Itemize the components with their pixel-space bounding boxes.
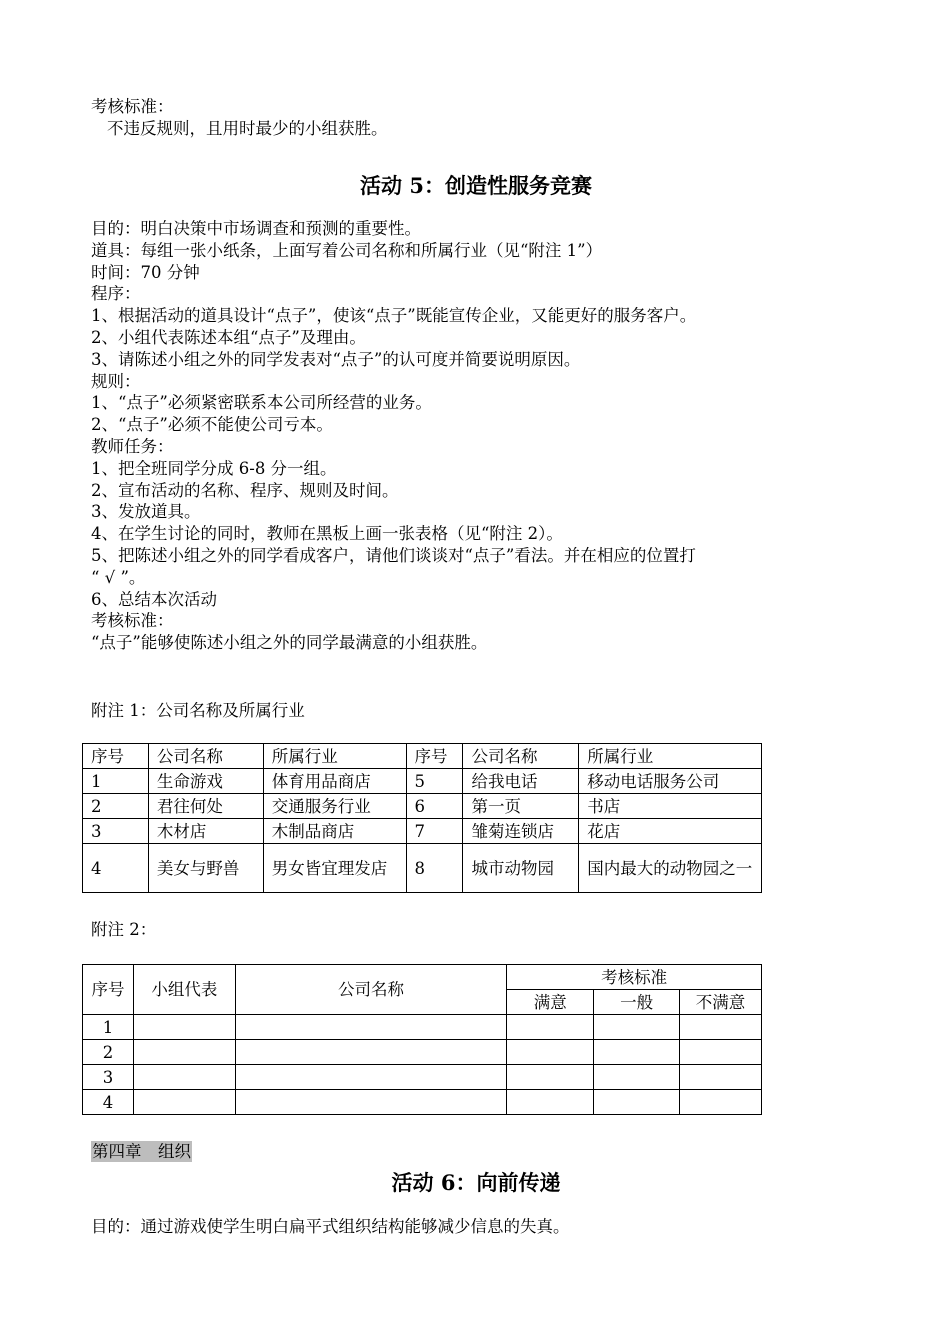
procedure-step: 3、请陈述小组之外的同学发表对“点子”的认可度并简要说明原因。 xyxy=(91,349,581,369)
table-cell: 男女皆宜理发店 xyxy=(263,844,406,893)
table-header-row xyxy=(83,744,762,769)
table-cell: 1 xyxy=(83,1015,134,1040)
table-cell xyxy=(133,1065,235,1090)
header-cell: 所属行业 xyxy=(579,744,762,769)
header-cell-unsatisfied: 不满意 xyxy=(680,990,762,1015)
table-cell xyxy=(133,1015,235,1040)
table-cell: 3 xyxy=(83,819,149,844)
table-cell xyxy=(133,1040,235,1065)
table-cell: 4 xyxy=(83,844,149,893)
header-cell: 公司名称 xyxy=(148,744,263,769)
assess-label: 考核标准： xyxy=(91,611,174,631)
table-cell: 花店 xyxy=(579,819,762,844)
table-cell xyxy=(507,1040,594,1065)
table-cell: 木制品商店 xyxy=(263,819,406,844)
table-cell xyxy=(235,1040,507,1065)
table-cell: 8 xyxy=(406,844,463,893)
table-cell: 国内最大的动物园之一 xyxy=(579,844,762,893)
table-cell xyxy=(507,1065,594,1090)
table-cell: 君往何处 xyxy=(148,794,263,819)
activity5-body xyxy=(91,218,696,654)
table-cell: 美女与野兽 xyxy=(148,844,263,893)
table-row xyxy=(83,819,762,844)
table-cell xyxy=(235,1090,507,1115)
table-cell xyxy=(594,1040,680,1065)
assessment-label: 考核标准： xyxy=(91,97,174,116)
activity6-title: 活动 6：向前传递 xyxy=(391,1170,561,1195)
table-header-row xyxy=(83,965,762,990)
table-cell: 4 xyxy=(83,1090,134,1115)
teacher-task: 3、发放道具。 xyxy=(91,502,201,522)
teacher-task: 1、把全班同学分成 6-8 分一组。 xyxy=(91,458,337,478)
header-cell: 所属行业 xyxy=(263,744,406,769)
header-cell-average: 一般 xyxy=(594,990,680,1015)
assess-text: “点子”能够使陈述小组之外的同学最满意的小组获胜。 xyxy=(91,633,488,653)
table-cell: 3 xyxy=(83,1065,134,1090)
table-row xyxy=(83,844,762,893)
table-cell: 交通服务行业 xyxy=(263,794,406,819)
table-cell xyxy=(507,1015,594,1040)
header-cell-criteria: 考核标准 xyxy=(507,965,762,990)
table-cell: 5 xyxy=(406,769,463,794)
table-row xyxy=(83,794,762,819)
table-row xyxy=(83,1090,762,1115)
company-table xyxy=(82,743,762,893)
header-cell-rep: 小组代表 xyxy=(133,965,235,1015)
header-cell: 序号 xyxy=(83,744,149,769)
purpose: 目的：明白决策中市场调查和预测的重要性。 xyxy=(91,219,421,238)
table-row xyxy=(83,1065,762,1090)
time: 时间：70 分钟 xyxy=(91,262,200,282)
rules-label: 规则： xyxy=(91,371,141,391)
procedure-label: 程序： xyxy=(91,284,141,304)
table-cell xyxy=(507,1090,594,1115)
previous-assessment xyxy=(91,96,388,140)
rule-item: 1、“点子”必须紧密联系本公司所经营的业务。 xyxy=(91,393,432,413)
procedure-step: 1、根据活动的道具设计“点子”，使该“点子”既能宣传企业，又能更好的服务客户。 xyxy=(91,306,697,326)
table-cell: 雏菊连锁店 xyxy=(463,819,579,844)
table-cell xyxy=(680,1015,762,1040)
table-cell: 1 xyxy=(83,769,149,794)
table-cell: 体育用品商店 xyxy=(263,769,406,794)
props: 道具：每组一张小纸条，上面写着公司名称和所属行业（见“附注 1”） xyxy=(91,240,603,260)
header-cell-company: 公司名称 xyxy=(235,965,507,1015)
table-cell: 2 xyxy=(83,794,149,819)
chapter-heading: 第四章 组织 xyxy=(92,1142,191,1161)
evaluation-table xyxy=(82,964,762,1115)
table-cell xyxy=(235,1065,507,1090)
table-cell xyxy=(594,1090,680,1115)
header-cell: 公司名称 xyxy=(463,744,579,769)
table-cell xyxy=(594,1065,680,1090)
note2-title: 附注 2： xyxy=(91,920,157,939)
table-cell xyxy=(594,1015,680,1040)
header-cell: 序号 xyxy=(406,744,463,769)
table-cell: 生命游戏 xyxy=(148,769,263,794)
table-row xyxy=(83,1015,762,1040)
table-cell: 给我电话 xyxy=(463,769,579,794)
teacher-task-cont: “ √ ”。 xyxy=(91,567,146,587)
table-cell: 6 xyxy=(406,794,463,819)
table-cell: 城市动物园 xyxy=(463,844,579,893)
table-cell: 7 xyxy=(406,819,463,844)
header-cell-no: 序号 xyxy=(83,965,134,1015)
table-cell xyxy=(133,1090,235,1115)
activity6-purpose: 目的：通过游戏使学生明白扁平式组织结构能够减少信息的失真。 xyxy=(91,1217,570,1236)
table-cell: 移动电话服务公司 xyxy=(579,769,762,794)
table-row xyxy=(83,1040,762,1065)
table-cell: 木材店 xyxy=(148,819,263,844)
teacher-label: 教师任务： xyxy=(91,436,174,456)
table-cell: 第一页 xyxy=(463,794,579,819)
table-row xyxy=(83,769,762,794)
teacher-task: 4、在学生讨论的同时，教师在黑板上画一张表格（见“附注 2）。 xyxy=(91,524,563,544)
header-cell-satisfied: 满意 xyxy=(507,990,594,1015)
table-cell xyxy=(680,1040,762,1065)
table-cell xyxy=(680,1090,762,1115)
procedure-step: 2、小组代表陈述本组“点子”及理由。 xyxy=(91,327,366,347)
teacher-task: 6、总结本次活动 xyxy=(91,589,217,609)
note1-title: 附注 1：公司名称及所属行业 xyxy=(91,701,305,720)
assessment-text: 不违反规则，且用时最少的小组获胜。 xyxy=(107,118,388,138)
table-cell xyxy=(235,1015,507,1040)
teacher-task: 5、把陈述小组之外的同学看成客户，请他们谈谈对“点子”看法。并在相应的位置打 xyxy=(91,545,696,565)
teacher-task: 2、宣布活动的名称、程序、规则及时间。 xyxy=(91,480,399,500)
table-cell: 书店 xyxy=(579,794,762,819)
table-cell: 2 xyxy=(83,1040,134,1065)
rule-item: 2、“点子”必须不能使公司亏本。 xyxy=(91,415,333,435)
activity5-title: 活动 5：创造性服务竞赛 xyxy=(360,173,592,198)
table-cell xyxy=(680,1065,762,1090)
